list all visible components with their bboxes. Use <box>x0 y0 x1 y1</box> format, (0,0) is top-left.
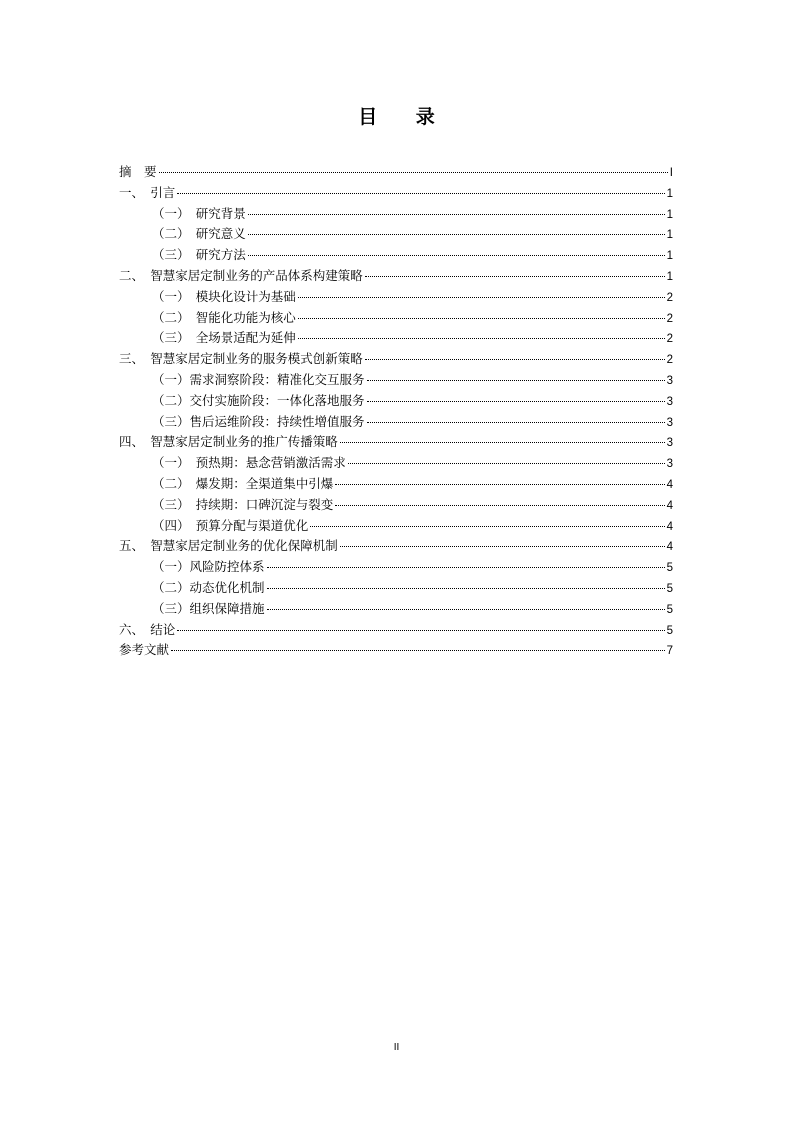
toc-entry[interactable] <box>119 432 673 453</box>
toc-entry-page: 2 <box>666 312 673 325</box>
toc-entry-page: 1 <box>666 250 673 263</box>
toc-entry-page: 4 <box>666 520 673 533</box>
toc-leader-dots <box>171 650 665 651</box>
toc-entry-page: 2 <box>666 291 673 304</box>
toc-leader-dots <box>298 338 665 339</box>
toc-entry[interactable] <box>119 162 673 183</box>
toc-entry-label: （三） 持续期：口碑沉淀与裂变 <box>152 496 334 512</box>
toc-leader-dots <box>267 567 665 568</box>
toc-leader-dots <box>340 442 665 443</box>
toc-entry-label: （四） 预算分配与渠道优化 <box>152 517 309 533</box>
toc-leader-dots <box>248 234 665 235</box>
toc-entry-label: 参考文献 <box>119 642 170 658</box>
toc-entry-label: （一）风险防控体系 <box>152 559 265 575</box>
toc-entry[interactable] <box>119 245 673 266</box>
toc-entry[interactable] <box>119 599 673 620</box>
toc-entry-label: 六、 结论 <box>119 621 176 637</box>
toc-entry[interactable] <box>119 474 673 495</box>
toc-entry-label: （三）售后运维阶段：持续性增值服务 <box>152 413 365 429</box>
toc-entry[interactable] <box>119 308 673 329</box>
toc-entry-page: 3 <box>666 374 673 387</box>
toc-entry-label: （三） 全场景适配为延伸 <box>152 330 296 346</box>
toc-entry[interactable] <box>119 453 673 474</box>
toc-entry-page: 4 <box>666 541 673 554</box>
toc-entry-page: 1 <box>666 187 673 200</box>
toc-entry-label: （三）组织保障措施 <box>152 600 265 616</box>
toc-entry-page: 3 <box>666 416 673 429</box>
toc-entry-label: 四、 智慧家居定制业务的推广传播策略 <box>119 434 338 450</box>
toc-leader-dots <box>298 318 665 319</box>
toc-leader-dots <box>348 463 665 464</box>
toc-leader-dots <box>335 505 664 506</box>
toc-leader-dots <box>340 546 665 547</box>
toc-entry-label: （二） 研究意义 <box>152 226 246 242</box>
toc-entry-page: 5 <box>666 562 673 575</box>
toc-entry[interactable] <box>119 391 673 412</box>
toc-entry[interactable] <box>119 536 673 557</box>
table-of-contents <box>119 162 673 661</box>
toc-leader-dots <box>248 214 665 215</box>
toc-entry[interactable] <box>119 349 673 370</box>
toc-leader-dots <box>365 359 665 360</box>
toc-entry-label: （三） 研究方法 <box>152 247 246 263</box>
toc-leader-dots <box>310 526 664 527</box>
toc-entry-page: 1 <box>666 229 673 242</box>
toc-entry-page: 1 <box>666 208 673 221</box>
toc-entry-label: 三、 智慧家居定制业务的服务模式创新策略 <box>119 351 363 367</box>
toc-entry[interactable] <box>119 578 673 599</box>
toc-entry-page: 2 <box>666 354 673 367</box>
toc-entry-page: 4 <box>666 499 673 512</box>
toc-leader-dots <box>159 172 668 173</box>
toc-entry-page: 2 <box>666 333 673 346</box>
toc-entry-label: （二）交付实施阶段：一体化落地服务 <box>152 392 365 408</box>
toc-entry-page: 3 <box>666 395 673 408</box>
toc-entry[interactable] <box>119 266 673 287</box>
toc-entry-label: （二） 智能化功能为核心 <box>152 309 296 325</box>
toc-entry-label: 二、 智慧家居定制业务的产品体系构建策略 <box>119 267 363 283</box>
toc-entry[interactable] <box>119 640 673 661</box>
toc-entry-label: 摘 要 <box>119 164 157 179</box>
toc-leader-dots <box>367 401 665 402</box>
toc-entry[interactable] <box>119 620 673 641</box>
toc-entry-page: 5 <box>666 624 673 637</box>
toc-entry-label: （一） 模块化设计为基础 <box>152 288 296 304</box>
toc-leader-dots <box>335 484 664 485</box>
toc-entry[interactable] <box>119 370 673 391</box>
toc-entry-page: 3 <box>666 458 673 471</box>
toc-leader-dots <box>248 255 665 256</box>
toc-entry-label: （一）需求洞察阶段：精准化交互服务 <box>152 371 365 387</box>
toc-entry[interactable] <box>119 412 673 433</box>
toc-entry-label: 五、 智慧家居定制业务的优化保障机制 <box>119 538 338 554</box>
toc-entry-page: 3 <box>666 437 673 450</box>
toc-entry-page: 5 <box>666 582 673 595</box>
page-number-footer: II <box>393 1042 400 1053</box>
toc-leader-dots <box>177 193 664 194</box>
toc-leader-dots <box>267 588 665 589</box>
toc-entry[interactable] <box>119 495 673 516</box>
toc-entry-page: 7 <box>666 645 673 658</box>
toc-entry[interactable] <box>119 287 673 308</box>
toc-entry-page: 5 <box>666 603 673 616</box>
toc-entry-label: 一、 引言 <box>119 184 176 200</box>
toc-entry[interactable] <box>119 328 673 349</box>
toc-entry[interactable] <box>119 557 673 578</box>
toc-entry-page: 1 <box>666 270 673 283</box>
toc-entry[interactable] <box>119 183 673 204</box>
toc-leader-dots <box>267 609 665 610</box>
toc-title: 目 录 <box>358 106 451 128</box>
toc-entry-page: 4 <box>666 478 673 491</box>
toc-entry[interactable] <box>119 516 673 537</box>
toc-leader-dots <box>177 630 664 631</box>
toc-entry-label: （二）动态优化机制 <box>152 579 265 595</box>
toc-leader-dots <box>367 380 665 381</box>
toc-entry-label: （一） 预热期：悬念营销激活需求 <box>152 455 346 471</box>
toc-entry-page: I <box>669 167 673 179</box>
toc-leader-dots <box>298 297 665 298</box>
toc-entry[interactable] <box>119 224 673 245</box>
toc-entry-label: （一） 研究背景 <box>152 205 246 221</box>
toc-entry-label: （二） 爆发期：全渠道集中引爆 <box>152 475 334 491</box>
toc-leader-dots <box>367 422 665 423</box>
toc-leader-dots <box>365 276 665 277</box>
toc-entry[interactable] <box>119 204 673 225</box>
